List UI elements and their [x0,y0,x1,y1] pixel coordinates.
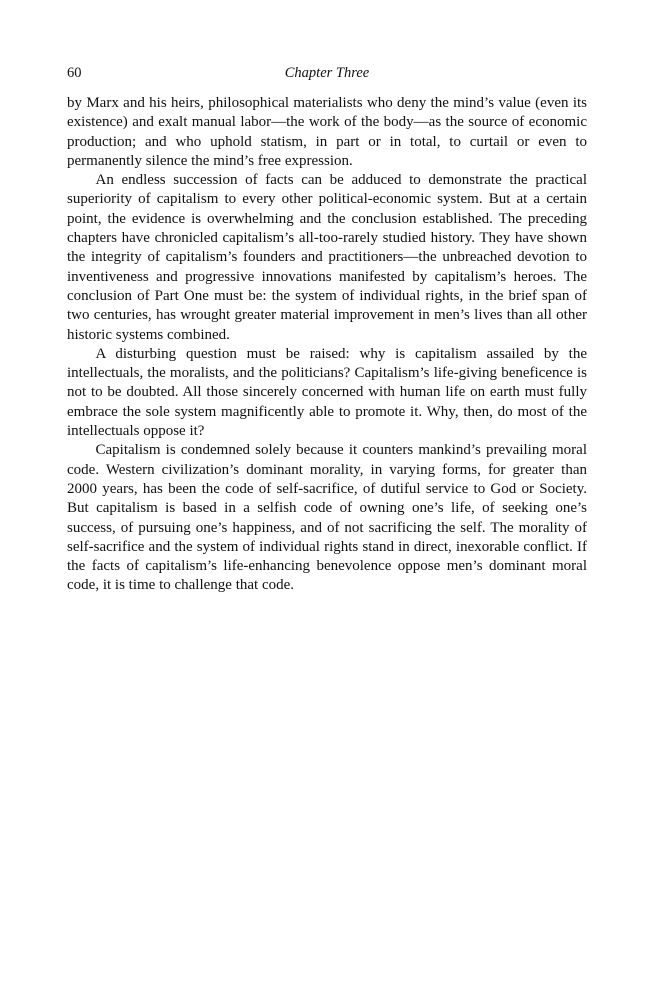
body-text [67,94,587,596]
chapter-title: Chapter Three [284,65,370,81]
paragraph: A disturbing question must be raised: why is capitalism assailed by the intellectuals, the moralists, and the politicians? Capitalism’s life-giving beneficence is not to be doubted. All those sincerely concerned with human life on earth must fully embrace the sole system magnificently able to promote it. Why, then, do most of the intellectuals oppose it? [67,345,587,440]
paragraph: Capitalism is condemned solely because it counters mankind’s prevailing moral code. Western civilization’s dominant morality, in varying forms, for greater than 2000 years, has been the code of self-sacrifice, of dutiful service to God or Society. But capitalism is based in a selfish code of owning one’s life, of seeking one’s success, of pursuing one’s happiness, and of not sacrificing the self. The morality of self-sacrifice and the system of individual rights stand in direct, inexorable conflict. If the facts of capitalism’s life-enhancing benevolence oppose men’s dominant moral code, it is time to challenge that code. [67,442,587,594]
book-page [67,62,587,596]
paragraph-continued: by Marx and his heirs, philosophical materialists who deny the mind’s value (even its existence) and exalt manual labor—the work of the body—as the source of economic production; and who uphold statism, in part or in total, to curtail or even to permanently silence the mind’s free expression. [67,95,587,169]
running-head [67,62,587,84]
paragraph: An endless succession of facts can be adduced to demonstrate the practical superiority of capitalism to every other political-economic system. But at a certain point, the evidence is overwhelming and the conclusion established. The preceding chapters have chronicled capitalism’s all-too-rarely studied history. They have shown the integrity of capitalism’s founders and practitioners—the unbreached devotion to inventiveness and progressive innovations manifested by capitalism’s heroes. The conclusion of Part One must be: the system of individual rights, in the brief span of two centuries, has wrought greater material improvement in men’s lives than all other historic systems combined. [67,172,587,343]
page-number: 60 [67,65,82,81]
